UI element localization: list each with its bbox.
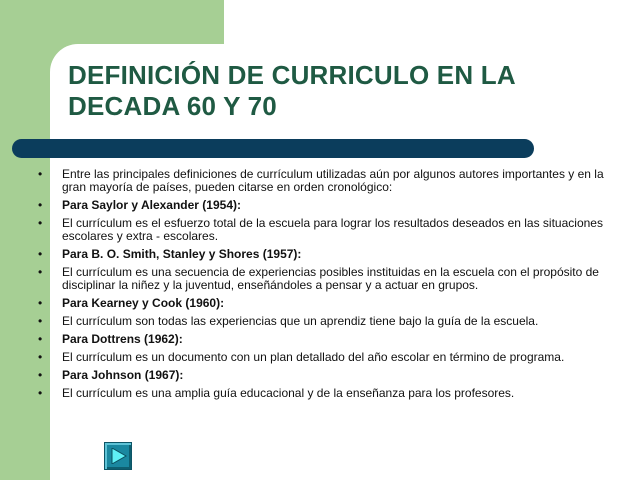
bullet-dot-icon: •	[38, 386, 43, 400]
bullet-item	[38, 217, 608, 243]
bullet-item	[38, 168, 608, 194]
bullet-text: Para Saylor y Alexander (1954):	[62, 198, 241, 212]
bullet-dot-icon: •	[38, 314, 43, 328]
play-arrow-icon	[111, 448, 127, 464]
bullet-dot-icon: •	[38, 265, 43, 279]
bullet-text: El currículum es una secuencia de experiencias posibles instituidas en la escuela con el propósito de disciplinar la niñez y la juventud, enseñándoles a pensar y a actuar en grupos.	[62, 265, 599, 292]
bullet-text: El currículum es el esfuerzo total de la escuela para lograr los resultados deseados en las situaciones escolares y extra - escolares.	[62, 216, 603, 243]
bullet-dot-icon: •	[38, 296, 43, 310]
bullet-dot-icon: •	[38, 247, 43, 261]
bullet-item-heading	[38, 248, 608, 261]
bullet-dot-icon: •	[38, 198, 43, 212]
bullet-dot-icon: •	[38, 350, 43, 364]
bullet-dot-icon: •	[38, 332, 43, 346]
bullet-item-heading	[38, 333, 608, 346]
bullet-item	[38, 266, 608, 292]
bullet-item-heading	[38, 297, 608, 310]
bullet-text: Entre las principales definiciones de currículum utilizadas aún por algunos autores importantes y en la gran mayoría de países, pueden citarse en orden cronológico:	[62, 167, 604, 194]
bullet-text: Para Johnson (1967):	[62, 368, 184, 382]
bullet-text: Para Dottrens (1962):	[62, 332, 183, 346]
bullet-item-heading	[38, 199, 608, 212]
bullet-dot-icon: •	[38, 216, 43, 230]
bullet-text: El currículum es una amplia guía educacional y de la enseñanza para los profesores.	[62, 386, 515, 400]
bullet-item	[38, 387, 608, 400]
next-slide-button[interactable]	[104, 442, 132, 470]
bullet-text: El currículum es un documento con un plan detallado del año escolar en término de programa.	[62, 350, 565, 364]
bullet-item	[38, 351, 608, 364]
bullet-text: Para Kearney y Cook (1960):	[62, 296, 225, 310]
title-underline-bar	[12, 139, 534, 158]
bullet-dot-icon: •	[38, 167, 43, 181]
bullet-item	[38, 315, 608, 328]
slide-title: DEFINICIÓN DE CURRICULO EN LA DECADA 60 Y 70	[68, 60, 515, 121]
bullet-text: Para B. O. Smith, Stanley y Shores (1957):	[62, 247, 302, 261]
bullet-text: El currículum son todas las experiencias que un aprendiz tiene bajo la guía de la escuela.	[62, 314, 539, 328]
bullet-list	[38, 168, 608, 405]
bullet-dot-icon: •	[38, 368, 43, 382]
bullet-item-heading	[38, 369, 608, 382]
